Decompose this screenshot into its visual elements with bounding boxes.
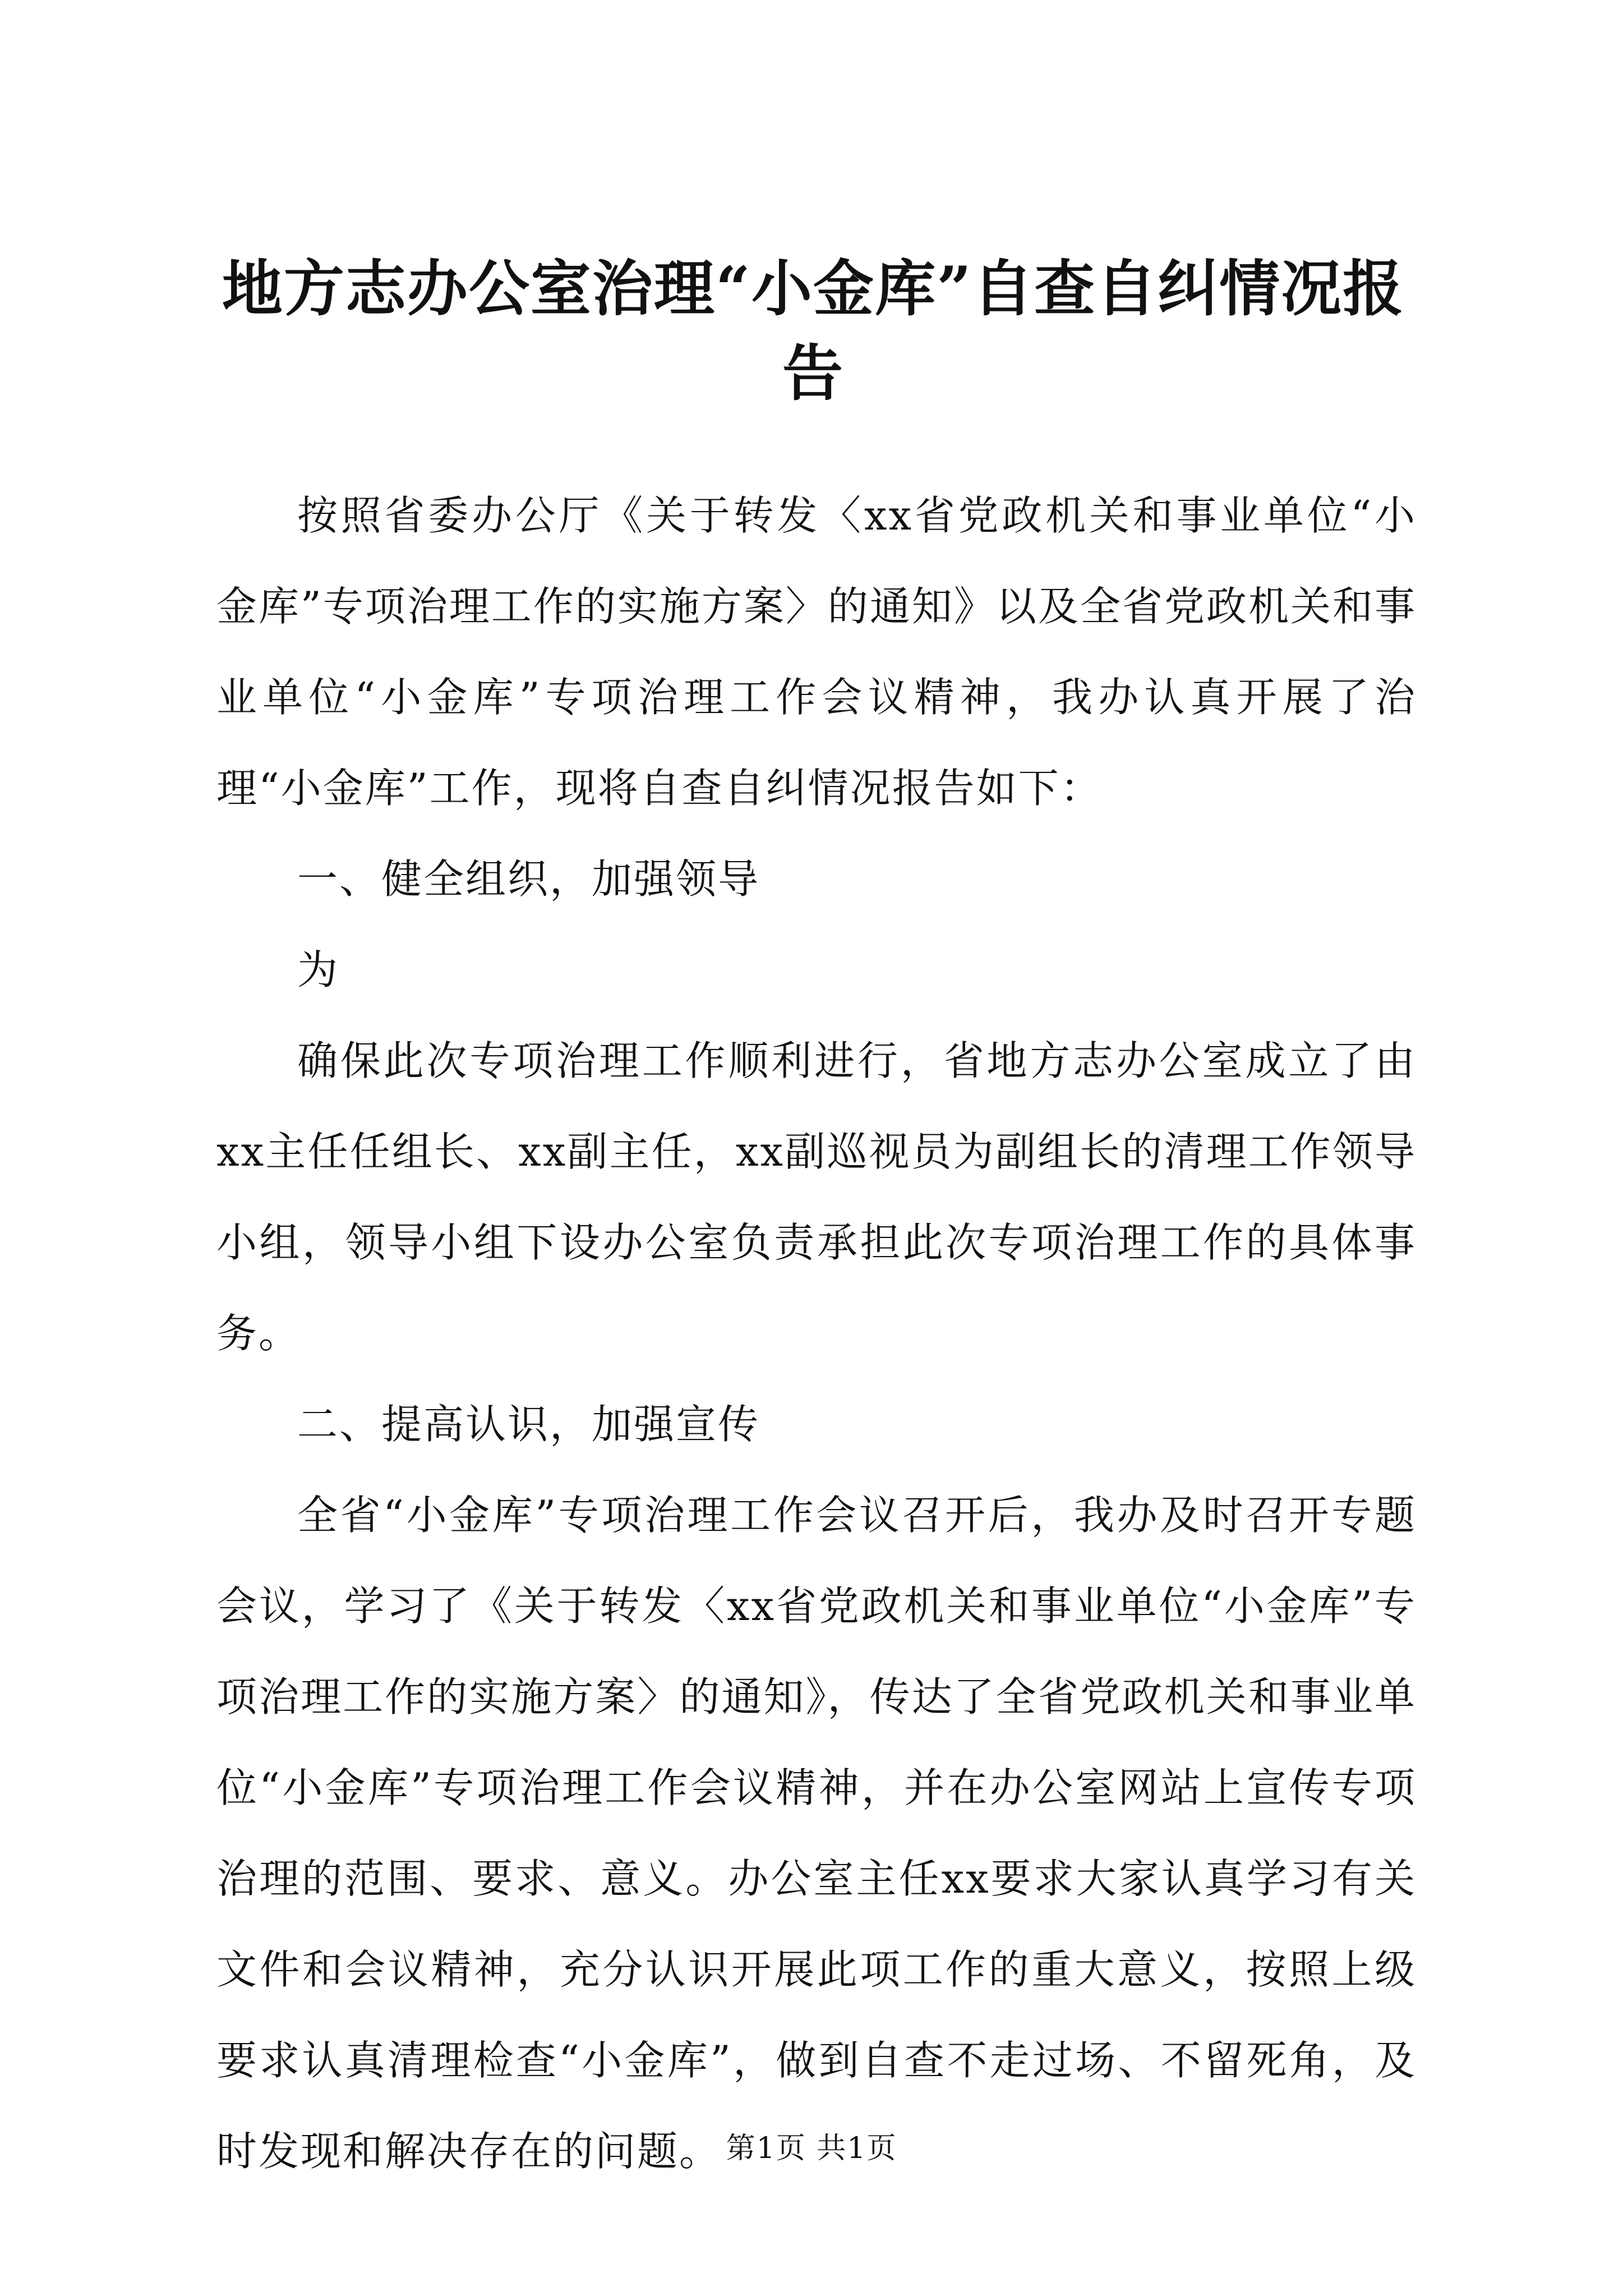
- body-paragraph: 确保此次专项治理工作顺利进行，省地方志办公室成立了由xx主任任组长、xx副主任，xx副巡视员为副组长的清理工作领导小组，领导小组下设办公室负责承担此次专项治理工作的具体事务。: [216, 1037, 1417, 1357]
- intro-paragraph: 按照省委办公厅《关于转发〈xx省党政机关和事业单位“小金库”专项治理工作的实施方案〉的通知》以及全省党政机关和事业单位“小金库”专项治理工作会议精神，我办认真开展了治理“小金库”工作，现将自查自纠情况报告如下：: [216, 492, 1417, 812]
- document-body: [216, 470, 1417, 2197]
- body-paragraph: 为: [297, 946, 340, 993]
- page-number-footer: 第1页 共1页: [726, 2132, 897, 2165]
- body-paragraph: 全省“小金库”专项治理工作会议召开后，我办及时召开专题会议，学习了《关于转发〈xx省党政机关和事业单位“小金库”专项治理工作的实施方案〉的通知》，传达了全省党政机关和事业单位“小金库”专项治理工作会议精神，并在办公室网站上宣传专项治理的范围、要求、意义。办公室主任xx要求大家认真学习有关文件和会议精神，充分认识开展此项工作的重大意义，按照上级要求认真清理检查“小金库”，做到自查不走过场、不留死角，及时发现和解决存在的问题。: [216, 1492, 1417, 2175]
- section-heading-2: 二、提高认识，加强宣传: [297, 1401, 760, 1448]
- section-heading-1: 一、健全组织，加强领导: [297, 855, 760, 903]
- document-title: 地方志办公室治理“小金库”自查自纠情况报告: [222, 254, 1405, 409]
